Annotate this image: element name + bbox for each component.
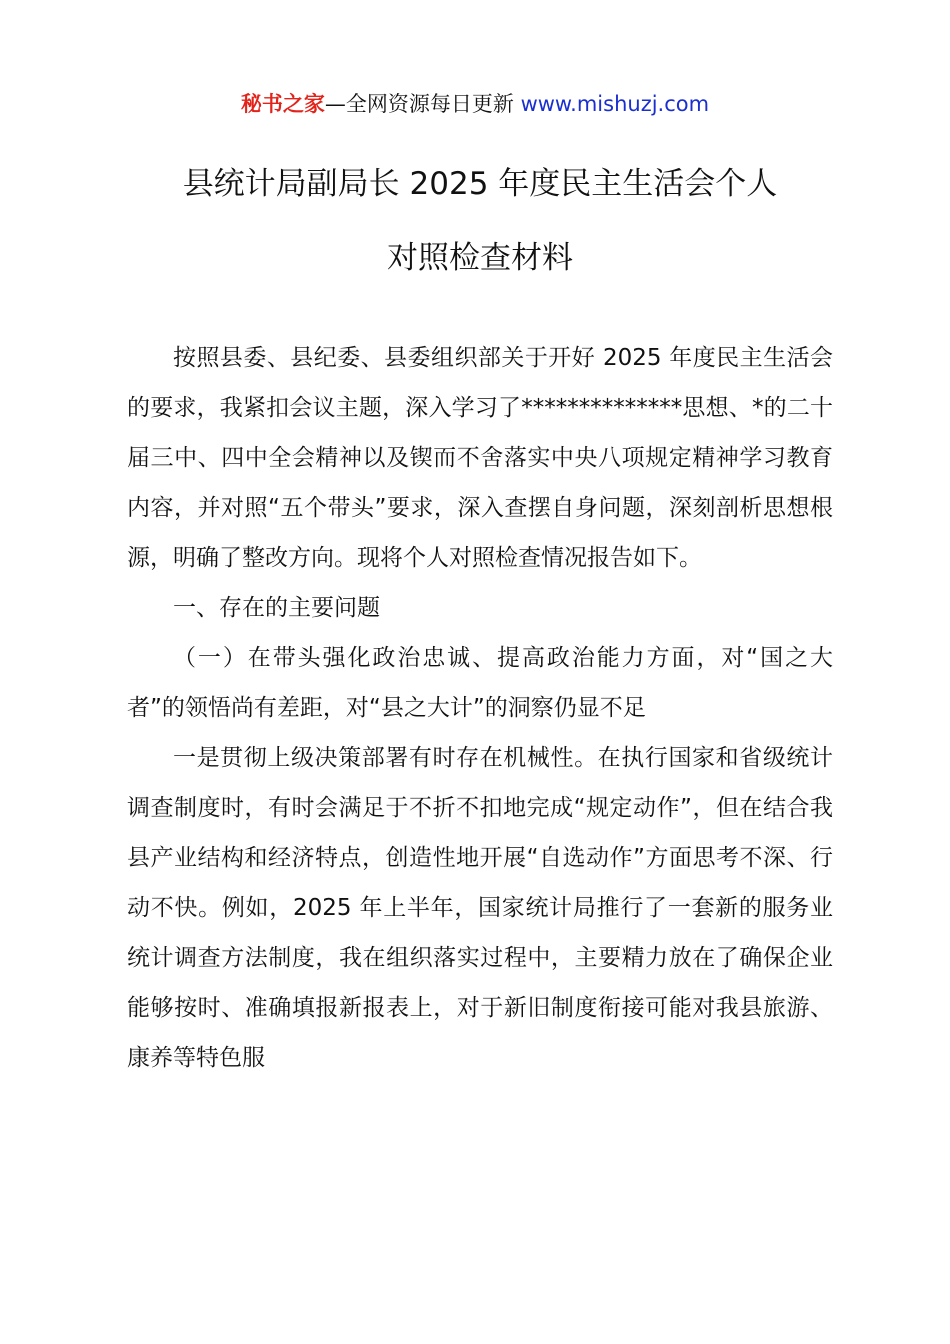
document-title-line-2: 对照检查材料 (387, 240, 573, 276)
intro-paragraph: 按照县委、县纪委、县委组织部关于开好 2025 年度民主生活会的要求，我紧扣会议主题，深入学习了**************思想、*的二十届三中、四中全会精神以及锲而不舍落实中央八项规定精神学习教育内容，并对照“五个带头”要求，深入查摆自身问题，深刻剖析思想根源，明确了整改方向。现将个人对照检查情况报告如下。 (127, 345, 833, 571)
brand-name: 秘书之家 (240, 92, 325, 116)
site-url-link[interactable]: www.mishuzj.com (520, 92, 710, 116)
subsection-heading: （一）在带头强化政治忠诚、提高政治能力方面，对“国之大者”的领悟尚有差距，对“县之大计”的洞察仍显不足 (127, 645, 833, 721)
section-heading: 一、存在的主要问题 (173, 595, 380, 621)
header-tagline: —全网资源每日更新 (324, 92, 521, 116)
body-paragraph: 一是贯彻上级决策部署有时存在机械性。在执行国家和省级统计调查制度时，有时会满足于不折不扣地完成“规定动作”，但在结合我县产业结构和经济特点，创造性地开展“自选动作”方面思考不深、行动不快。例如，2025 年上半年，国家统计局推行了一套新的服务业统计调查方法制度，我在组织落实过程中，主要精力放在了确保企业能够按时、准确填报新报表上，对于新旧制度衔接可能对我县旅游、康养等特色服 (127, 745, 833, 1071)
document-body (127, 333, 833, 1083)
document-title-line-1: 县统计局副局长 2025 年度民主生活会个人 (182, 166, 778, 202)
page-header (0, 88, 950, 120)
